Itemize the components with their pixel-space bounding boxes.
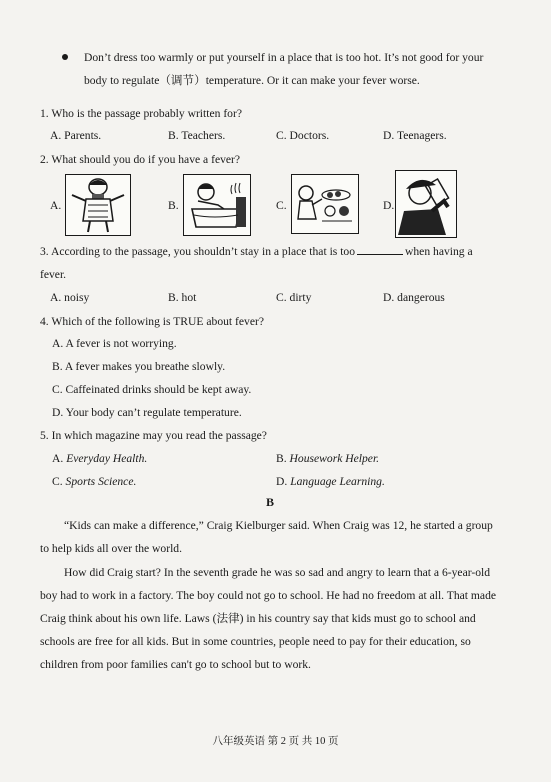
eating-picture[interactable] [291,174,359,234]
q4-option-b[interactable]: B. A fever makes you breathe slowly. [52,360,226,373]
tip-line-2: body to regulate（调节）temperature. Or it can make your fever worse. [84,74,420,87]
food-icon [292,175,358,233]
q3-option-d[interactable]: D. dangerous [383,291,445,304]
q3-option-b[interactable]: B. hot [168,291,197,304]
q5-option-c-letter: C. [52,475,63,488]
passage-b-p2-line-3: Craig think about his own life. Laws (法律) in his country say that kids must go to school and [40,612,476,625]
bath-picture[interactable] [183,174,251,236]
question-5-stem: 5. In which magazine may you read the passage? [40,429,267,442]
q5-option-d[interactable] [276,474,385,489]
q2-option-c[interactable]: C. [276,199,287,212]
bundled-up-person-picture[interactable] [65,174,131,236]
q2-option-b[interactable]: B. [168,199,179,212]
section-b-heading: B [266,495,275,509]
q5-option-c[interactable] [52,474,136,489]
q3-stem-part-3: fever. [40,268,67,281]
q5-option-b-letter: B. [276,452,287,465]
warm-clothes-icon [66,175,130,235]
q4-option-d[interactable]: D. Your body can’t regulate temperature. [52,406,242,419]
q2-option-a[interactable]: A. [50,199,62,212]
question-3-stem [40,244,473,259]
q3-stem-part-1: 3. According to the passage, you shouldn’t stay in a place that is too [40,245,356,258]
q5-option-d-letter: D. [276,475,288,488]
q5-option-b[interactable] [276,451,379,466]
q4-option-c[interactable]: C. Caffeinated drinks should be kept away. [52,383,252,396]
drink-icon [396,171,456,237]
q5-option-a[interactable] [52,451,147,466]
bullet-icon [62,54,68,60]
q1-option-d[interactable]: D. Teenagers. [383,129,447,142]
question-4-stem: 4. Which of the following is TRUE about fever? [40,315,264,328]
q5-option-a-text: Everyday Health. [66,452,148,465]
passage-b-p2-line-2: boy had to work in a factory. The boy could not go to school. He had no freedom at all. That made [40,589,497,602]
bathtub-icon [184,175,250,235]
question-2-stem: 2. What should you do if you have a fever? [40,153,241,166]
q5-option-b-text: Housework Helper. [289,452,380,465]
q1-option-a[interactable]: A. Parents. [50,129,102,142]
q4-option-a[interactable]: A. A fever is not worrying. [52,337,177,350]
q3-option-c[interactable]: C. dirty [276,291,312,304]
q3-stem-part-2: when having a [405,245,473,258]
q5-option-c-text: Sports Science. [65,475,137,488]
q5-option-a-letter: A. [52,452,64,465]
drinking-picture[interactable] [395,170,457,238]
tip-line-1: Don’t dress too warmly or put yourself in a place that is too hot. It’s not good for your [84,51,484,64]
passage-b-p2-line-4: schools are free for all kids. But in some countries, people need to pay for their education, so [40,635,471,648]
q1-option-b[interactable]: B. Teachers. [168,129,226,142]
passage-b-p2-line-1: How did Craig start? In the seventh grade he was so sad and angry to learn that a 6-year-old [64,566,491,579]
q3-blank [357,244,403,255]
q1-option-c[interactable]: C. Doctors. [276,129,330,142]
passage-b-p1-line-1: “Kids can make a difference,” Craig Kielburger said. When Craig was 12, he started a group [64,519,493,532]
q2-option-d[interactable]: D. [383,199,395,212]
passage-b-p1-line-2: to help kids all over the world. [40,542,182,555]
page-footer: 八年级英语 第 2 页 共 10 页 [212,736,339,747]
question-1-stem: 1. Who is the passage probably written for? [40,107,242,120]
q3-option-a[interactable]: A. noisy [50,291,90,304]
q5-option-d-text: Language Learning. [290,475,385,488]
passage-b-p2-line-5: children from poor families can't go to school but to work. [40,658,311,671]
